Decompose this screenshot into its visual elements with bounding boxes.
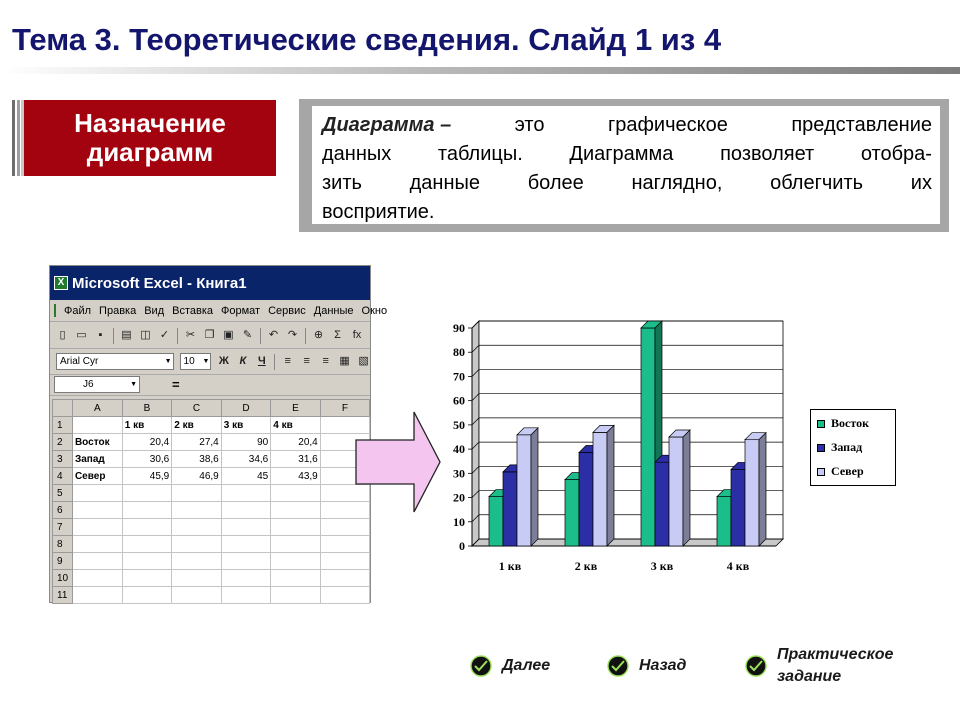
bar (565, 480, 579, 546)
redo-icon[interactable]: ↷ (287, 329, 298, 341)
select-all-corner[interactable] (53, 400, 73, 417)
menu-item[interactable]: Файл (64, 304, 92, 317)
open-folder-icon[interactable]: ▭ (76, 329, 87, 341)
y-tick-label: 50 (453, 417, 465, 432)
sheet-cell[interactable] (320, 519, 369, 536)
definition-word: графическое (607, 114, 728, 136)
definition-text (322, 111, 932, 227)
sheet-cell[interactable]: 90 (221, 434, 271, 451)
checkmark-disc-icon (745, 655, 767, 677)
y-tick-label: 60 (453, 393, 465, 408)
menu-item[interactable]: Сервис (268, 304, 306, 317)
sheet-cell[interactable]: 31,6 (271, 451, 321, 468)
sheet-cell[interactable] (320, 587, 369, 604)
sheet-cell[interactable] (72, 519, 122, 536)
y-tick-label: 30 (453, 466, 465, 481)
section-badge (24, 100, 276, 176)
definition-word: представление (791, 114, 932, 136)
bar (489, 497, 503, 546)
font-size-select[interactable]: 10 ▼ (180, 353, 212, 370)
row-header[interactable]: 9 (53, 553, 73, 570)
sheet-cell[interactable] (172, 519, 222, 536)
sheet-cell[interactable] (221, 519, 271, 536)
column-header[interactable]: B (122, 400, 172, 417)
font-name-select[interactable]: Arial Cyr ▼ (56, 353, 174, 370)
sheet-cell[interactable] (122, 485, 172, 502)
cut-icon[interactable]: ✂ (185, 329, 196, 341)
legend-swatch (817, 420, 825, 428)
row-header[interactable]: 11 (53, 587, 73, 604)
bar-side (531, 428, 538, 546)
sheet-cell[interactable] (72, 553, 122, 570)
x-tick-label: 1 кв (498, 559, 522, 573)
sheet-cell[interactable] (221, 536, 271, 553)
align-left-icon[interactable]: ≡ (284, 355, 291, 367)
definition-line (322, 198, 932, 227)
sheet-cell[interactable]: 27,4 (172, 434, 222, 451)
next-button[interactable] (470, 655, 550, 677)
table-row (53, 451, 370, 468)
sheet-cell[interactable] (320, 553, 369, 570)
currency-icon[interactable]: ▧ (358, 355, 369, 367)
definition-word: данных (322, 143, 392, 165)
function-icon[interactable]: fx (352, 329, 362, 341)
formula-bar (50, 374, 370, 396)
standard-toolbar (50, 323, 370, 349)
sheet-cell[interactable] (72, 570, 122, 587)
chart-side-wall (472, 321, 479, 546)
sheet-cell[interactable] (122, 536, 172, 553)
definition-word: таблицы. (437, 143, 523, 165)
sheet-cell[interactable]: 43,9 (271, 468, 321, 485)
sheet-cell[interactable] (271, 536, 321, 553)
menu-item[interactable]: Вставка (172, 304, 214, 317)
x-tick-label: 4 кв (726, 559, 750, 573)
table-row (53, 519, 370, 536)
bar (579, 453, 593, 546)
name-box[interactable]: J6 ▼ (54, 376, 140, 393)
column-header[interactable]: C (172, 400, 222, 417)
row-header[interactable]: 10 (53, 570, 73, 587)
sheet-cell[interactable]: 4 кв (271, 417, 321, 434)
badge-stripes (12, 100, 24, 176)
sheet-cell[interactable]: 46,9 (172, 468, 222, 485)
table-row (53, 468, 370, 485)
sheet-cell[interactable] (271, 485, 321, 502)
next-label: Далее (502, 657, 551, 674)
definition-word: их (910, 172, 932, 194)
formatting-toolbar (50, 349, 370, 375)
legend-label: Запад (831, 440, 863, 454)
bar (655, 462, 669, 546)
legend-entry (817, 464, 864, 479)
badge-line-2: диаграмм (86, 137, 214, 167)
sheet-cell[interactable] (221, 485, 271, 502)
sheet-cell[interactable] (122, 519, 172, 536)
sheet-cell[interactable] (72, 417, 122, 434)
column-header[interactable]: F (320, 400, 369, 417)
badge-line-1: Назначение (74, 108, 226, 138)
sheet-cell[interactable] (72, 502, 122, 519)
save-icon[interactable]: ▪ (98, 329, 103, 341)
row-header[interactable]: 7 (53, 519, 73, 536)
sheet-cell[interactable]: Запад (72, 451, 122, 468)
underline-button[interactable]: Ч (257, 355, 266, 367)
bar (669, 437, 683, 546)
merge-center-icon[interactable]: ▦ (339, 355, 350, 367)
table-row (53, 587, 370, 604)
bar-side (683, 430, 690, 546)
paste-icon[interactable]: ▣ (223, 329, 234, 341)
sheet-cell[interactable] (271, 502, 321, 519)
table-row (53, 502, 370, 519)
x-tick-label: 2 кв (574, 559, 598, 573)
sheet-cell[interactable]: 45,9 (122, 468, 172, 485)
practice-label: Практическое задание (777, 646, 894, 685)
menu-item[interactable]: Вид (144, 304, 165, 317)
sheet-cell[interactable] (320, 570, 369, 587)
table-row (53, 536, 370, 553)
sheet-cell[interactable] (72, 536, 122, 553)
sheet-cell[interactable] (122, 553, 172, 570)
sheet-cell[interactable]: 2 кв (172, 417, 222, 434)
sheet-cell[interactable] (172, 553, 222, 570)
bar (641, 328, 655, 546)
print-preview-icon[interactable]: ◫ (140, 329, 151, 341)
bar (503, 472, 517, 546)
worksheet-grid (52, 399, 370, 604)
practice-button[interactable] (745, 644, 893, 688)
sheet-cell[interactable]: 20,4 (271, 434, 321, 451)
definition-word: это (514, 114, 545, 136)
bar-chart (420, 312, 800, 582)
sheet-cell[interactable]: Север (72, 468, 122, 485)
new-file-icon[interactable]: ▯ (59, 329, 66, 341)
bar (517, 435, 531, 546)
definition-line (322, 169, 932, 198)
y-tick-label: 70 (453, 369, 465, 384)
definition-word: восприятие. (322, 201, 435, 223)
row-header[interactable]: 1 (53, 417, 73, 434)
row-header[interactable]: 3 (53, 451, 73, 468)
sheet-cell[interactable]: Восток (72, 434, 122, 451)
legend-entry (817, 440, 862, 455)
slide-title: Тема 3. Теоретические сведения. Слайд 1 из 4 (12, 22, 722, 57)
spelling-icon[interactable]: ✓ (159, 329, 170, 341)
definition-word: облегчить (770, 172, 864, 194)
sheet-cell[interactable]: 20,4 (122, 434, 172, 451)
title-divider (0, 67, 960, 74)
row-header[interactable]: 8 (53, 536, 73, 553)
definition-word: Диаграмма (569, 143, 674, 165)
sheet-cell[interactable] (271, 570, 321, 587)
checkmark-disc-icon (607, 655, 629, 677)
chevron-down-icon: ▼ (202, 358, 210, 365)
sheet-cell[interactable] (122, 502, 172, 519)
sheet-cell[interactable] (221, 570, 271, 587)
row-header[interactable]: 4 (53, 468, 73, 485)
checkmark-disc-icon (470, 655, 492, 677)
table-row (53, 553, 370, 570)
back-label: Назад (639, 657, 687, 674)
sheet-cell[interactable] (320, 536, 369, 553)
definition-word: отобра- (860, 143, 932, 165)
legend-swatch (817, 468, 825, 476)
y-tick-label: 0 (459, 539, 465, 553)
sheet-cell[interactable] (221, 587, 271, 604)
sheet-cell[interactable]: 45 (221, 468, 271, 485)
table-row (53, 417, 370, 434)
excel-titlebar[interactable] (50, 266, 370, 300)
sheet-cell[interactable] (72, 587, 122, 604)
sheet-cell[interactable] (271, 587, 321, 604)
italic-button[interactable]: К (239, 355, 247, 367)
y-tick-label: 80 (453, 345, 465, 360)
sheet-cell[interactable]: 38,6 (172, 451, 222, 468)
chevron-down-icon: ▼ (130, 381, 137, 388)
legend-swatch (817, 444, 825, 452)
table-row (53, 485, 370, 502)
workbook-icon (54, 304, 56, 317)
definition-line (322, 140, 932, 169)
undo-icon[interactable]: ↶ (268, 329, 279, 341)
table-row (53, 570, 370, 587)
legend-label: Восток (831, 416, 869, 430)
row-header[interactable]: 2 (53, 434, 73, 451)
definition-word: наглядно, (631, 172, 723, 194)
definition-word: данные (409, 172, 481, 194)
sheet-cell[interactable] (221, 502, 271, 519)
excel-window (49, 265, 388, 603)
definition-word: зить (322, 172, 362, 194)
definition-line (322, 111, 932, 140)
definition-word: более (527, 172, 584, 194)
print-icon[interactable]: ▤ (121, 329, 132, 341)
row-header[interactable]: 5 (53, 485, 73, 502)
bar (731, 469, 745, 546)
sheet-cell[interactable]: 1 кв (122, 417, 172, 434)
chevron-down-icon: ▼ (164, 358, 172, 365)
sheet-cell[interactable] (271, 519, 321, 536)
hyperlink-icon[interactable]: ⊕ (313, 329, 324, 341)
column-header[interactable]: D (221, 400, 271, 417)
sheet-cell[interactable] (271, 553, 321, 570)
formula-equals: = (172, 377, 180, 392)
table-row (53, 434, 370, 451)
column-header[interactable]: A (72, 400, 122, 417)
chart-legend (810, 409, 896, 486)
sheet-cell[interactable] (72, 485, 122, 502)
x-tick-label: 3 кв (650, 559, 674, 573)
legend-entry (817, 416, 869, 431)
row-header[interactable]: 6 (53, 502, 73, 519)
align-right-icon[interactable]: ≡ (322, 355, 329, 367)
bar (745, 440, 759, 546)
excel-menubar (50, 300, 388, 322)
bar (717, 497, 731, 546)
sheet-cell[interactable]: 34,6 (221, 451, 271, 468)
copy-icon[interactable]: ❐ (204, 329, 215, 341)
align-center-icon[interactable]: ≡ (303, 355, 310, 367)
excel-window-title: Microsoft Excel - Книга1 (72, 274, 247, 292)
format-painter-icon[interactable]: ✎ (242, 329, 253, 341)
bold-button[interactable]: Ж (218, 355, 229, 367)
sheet-cell[interactable] (122, 587, 172, 604)
sheet-cell[interactable] (221, 553, 271, 570)
y-tick-label: 90 (453, 321, 465, 335)
back-button[interactable] (607, 655, 686, 677)
definition-term: Диаграмма – (322, 114, 452, 136)
y-tick-label: 40 (453, 442, 465, 457)
sheet-cell[interactable] (172, 485, 222, 502)
sheet-cell[interactable] (122, 570, 172, 587)
menu-item[interactable]: Окно (361, 304, 388, 317)
legend-label: Север (831, 464, 864, 478)
column-header[interactable]: E (271, 400, 321, 417)
sheet-cell[interactable]: 30,6 (122, 451, 172, 468)
sheet-cell[interactable] (172, 536, 222, 553)
menu-item[interactable]: Данные (313, 304, 354, 317)
y-tick-label: 20 (453, 490, 465, 505)
autosum-icon[interactable]: Σ (334, 329, 341, 341)
bar (593, 432, 607, 546)
sheet-cell[interactable] (172, 587, 222, 604)
sheet-cell[interactable] (172, 570, 222, 587)
definition-word: позволяет (720, 143, 815, 165)
excel-app-icon: X (54, 276, 68, 290)
sheet-cell[interactable] (172, 502, 222, 519)
menu-item[interactable]: Формат (221, 304, 261, 317)
bar-side (759, 433, 766, 546)
sheet-cell[interactable]: 3 кв (221, 417, 271, 434)
menu-item[interactable]: Правка (99, 304, 137, 317)
y-tick-label: 10 (453, 514, 465, 529)
bar-side (607, 425, 614, 546)
